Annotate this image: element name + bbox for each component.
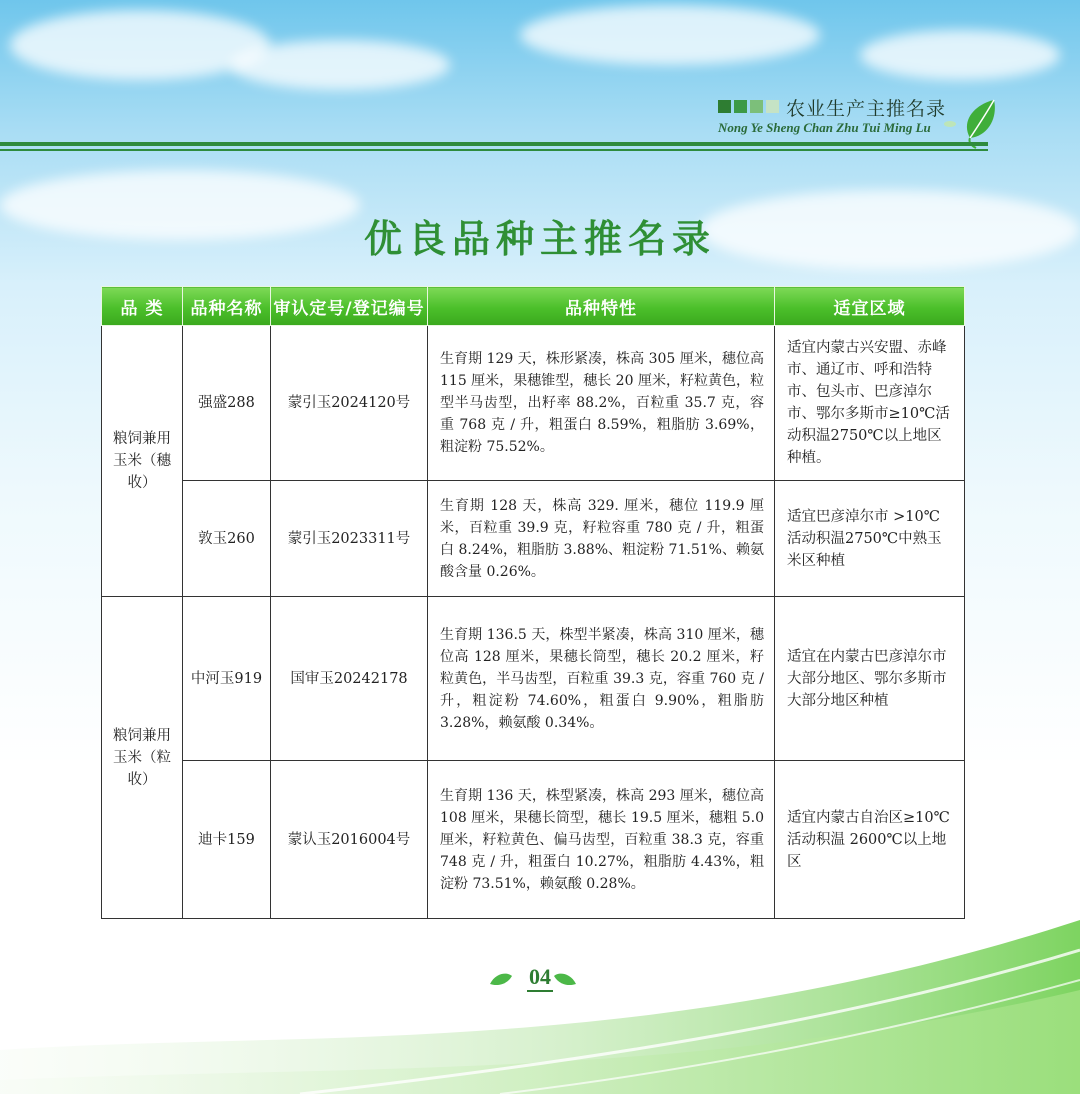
column-header-traits: 品种特性	[428, 287, 775, 326]
page-number	[0, 964, 1080, 992]
variety-name: 中河玉919	[183, 597, 271, 761]
cloud-decoration	[520, 5, 820, 65]
variety-traits: 生育期 128 天，株高 329. 厘米，穗位 119.9 厘米，百粒重 39.9 克，籽粒容重 780 克 / 升，粗蛋白 8.24%，粗脂肪 3.88%、粗淀粉 71.51%、赖氨酸含量 0.26%。	[428, 481, 775, 597]
table-row	[102, 597, 965, 761]
suitable-area: 适宜巴彦淖尔市 >10℃活动积温2750℃中熟玉米区种植	[775, 481, 965, 597]
registration-code: 国审玉20242178	[271, 597, 428, 761]
table-row	[102, 481, 965, 597]
table-row	[102, 326, 965, 481]
cloud-decoration	[230, 40, 450, 90]
header-subtitle: Nong Ye Sheng Chan Zhu Tui Ming Lu	[718, 120, 931, 135]
header-rule	[0, 142, 988, 146]
variety-name: 敦玉260	[183, 481, 271, 597]
registration-code: 蒙认玉2016004号	[271, 761, 428, 919]
category-cell: 粮饲兼用玉米（粒收）	[102, 597, 183, 919]
header-rule	[0, 149, 988, 151]
variety-table	[101, 286, 965, 919]
table-header-row	[102, 287, 965, 326]
column-header-name: 品种名称	[183, 287, 271, 326]
column-header-code: 审认定号/登记编号	[271, 287, 428, 326]
category-cell: 粮饲兼用玉米（穗收）	[102, 326, 183, 597]
variety-name: 迪卡159	[183, 761, 271, 919]
header-bar-icon	[718, 100, 779, 113]
column-header-area: 适宜区域	[775, 287, 965, 326]
suitable-area: 适宜内蒙古兴安盟、赤峰市、通辽市、呼和浩特市、包头市、巴彦淖尔市、鄂尔多斯市≥10℃活动积温2750℃以上地区种植。	[775, 326, 965, 481]
registration-code: 蒙引玉2024120号	[271, 326, 428, 481]
cloud-decoration	[860, 30, 1060, 80]
variety-name: 强盛288	[183, 326, 271, 481]
suitable-area: 适宜在内蒙古巴彦淖尔市大部分地区、鄂尔多斯市大部分地区种植	[775, 597, 965, 761]
registration-code: 蒙引玉2023311号	[271, 481, 428, 597]
variety-traits: 生育期 136.5 天，株型半紧凑，株高 310 厘米，穗位高 128 厘米，果穗长筒型，穗长 20.2 厘米，籽粒黄色，半马齿型，百粒重 39.3 克，容重 760 克 / 升，粗淀粉 74.60%，粗蛋白 9.90%，粗脂肪 3.28%，赖氨酸 0.34%。	[428, 597, 775, 761]
variety-traits: 生育期 129 天，株形紧凑，株高 305 厘米，穗位高 115 厘米，果穗锥型，穗长 20 厘米，籽粒黄色，粒型半马齿型，出籽率 88.2%，百粒重 35.7 克，容重 768 克 / 升，粗蛋白 8.59%，粗脂肪 3.69%，粗淀粉 75.52%。	[428, 326, 775, 481]
page-title: 优良品种主推名录	[363, 217, 716, 261]
column-header-category: 品 类	[102, 287, 183, 326]
page-number-text: 04	[527, 964, 553, 992]
header-title: 农业生产主推名录	[786, 98, 947, 120]
variety-traits: 生育期 136 天，株型紧凑，株高 293 厘米，穗位高 108 厘米，果穗长筒型，穗长 19.5 厘米，穗粗 5.0 厘米，籽粒黄色、偏马齿型，百粒重 38.3 克，容重 748 克 / 升，粗蛋白 10.27%，粗脂肪 4.43%，粗淀粉 73.51%，赖氨酸 0.28%。	[428, 761, 775, 919]
suitable-area: 适宜内蒙古自治区≥10℃活动积温 2600℃以上地区	[775, 761, 965, 919]
